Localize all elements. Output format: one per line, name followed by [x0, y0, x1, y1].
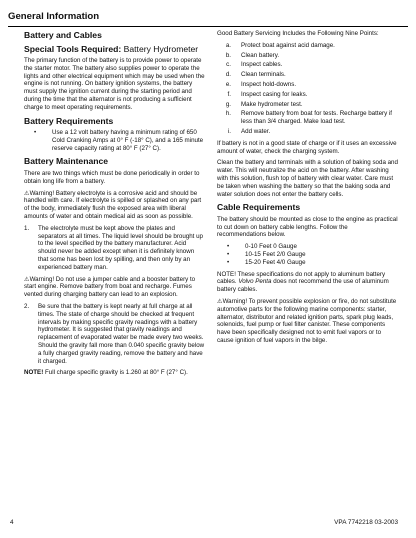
point-letter: c.	[226, 61, 231, 69]
list-item	[217, 52, 398, 60]
list-item	[217, 42, 398, 50]
warning-jumper	[24, 276, 205, 299]
point-letter: e.	[225, 80, 231, 88]
maintenance-paragraph: There are two things which must be done periodically in order to obtain long life from a battery.	[24, 169, 200, 185]
point-text: Inspect cables.	[241, 61, 283, 69]
point-letter: i.	[227, 127, 231, 135]
brand-name: Volvo Penta	[238, 278, 272, 286]
list-item	[217, 110, 398, 126]
warning-text: Warning! Do not use a jumper cable and a booster battery to start engine. Remove battery from boat and recharge. Fumes vented during charging battery can lead to an explosion.	[24, 275, 196, 299]
point-letter: d.	[225, 71, 231, 79]
note-specific-gravity	[24, 369, 205, 377]
document-id: VPA 7742218 03-2003	[334, 519, 398, 526]
servicing-paragraph: Good Battery Servicing Includes the Following Nine Points:	[217, 30, 379, 37]
point-text: Add water.	[241, 127, 271, 135]
warning-text: Warning! Battery electrolyte is a corrosive acid and should be handled with care. If electrolyte is spilled or splashed on any part of the body, immediately flush the exposed area with liberal amounts of water and obtain medical aid as soon as possible.	[24, 189, 202, 220]
heading-battery-requirements: Battery Requirements	[24, 115, 114, 126]
note-aluminum	[217, 271, 398, 294]
section-title: General Information	[8, 11, 100, 22]
step-text: The electrolyte must be kept above the plates and separators at all times. The liquid level should be brought up to the level specified by the battery manufacturer. Acid should never be added except when it is definitely known that some has been lost by spilling, and then only by an experienced battery man.	[38, 224, 203, 271]
warning-text: Warning! To prevent possible explosion or fire, do not substitute automotive parts for the following marine components: starter, alternator, distributor and related ignition parts, spark plug leads, solenoids, fuel pump or fuel filter canister. These components have been specifically designed not to emit fuel vapors or to cause ignition of fuel vapors in the bilge.	[217, 298, 397, 344]
warning-icon: ⚠	[24, 275, 30, 283]
note-label: NOTE!	[24, 369, 44, 377]
note-text: Full charge specific gravity is 1.260 at 80° F (27° C).	[43, 369, 188, 377]
list-item	[217, 101, 398, 109]
maintenance-steps-2	[24, 303, 205, 365]
list-item: • 15-20 Feet 4/0 Gauge	[227, 258, 306, 266]
maintenance-steps	[24, 225, 205, 272]
point-text: Make hydrometer test.	[241, 100, 303, 108]
list-item	[24, 225, 205, 272]
left-column	[24, 30, 205, 381]
page-header	[8, 6, 408, 27]
cable-paragraph: The battery should be mounted as close to the engine as practical to cut down on battery cable lengths. Follow the recommendations below.	[217, 215, 398, 239]
requirements-list	[24, 129, 205, 152]
heading-battery-cables: Battery and Cables	[24, 30, 102, 40]
charging-paragraph: If battery is not in a good state of charge or if it uses an excessive amount of water, check the charging system.	[217, 139, 397, 155]
warning-icon: ⚠	[217, 298, 223, 306]
point-text: Clean terminals.	[241, 71, 286, 79]
intro-paragraph: The primary function of the battery is to provide power to operate the starter motor. The battery also supplies power to operate the lights and other electrical equipment which may be used when the engine is not running. On battery ignition systems, the battery must supply the ignition current during the starting period and during the time that the alternator is not producing a sufficient charge to meet operating requirements.	[24, 57, 205, 111]
cable-gauge-list	[217, 243, 398, 266]
heading-cable-requirements: Cable Requirements	[217, 202, 301, 213]
tools-value: Battery Hydrometer	[121, 43, 199, 54]
list-item	[24, 303, 205, 365]
point-text: Inspect casing for leaks.	[241, 90, 308, 98]
page-number: 4	[10, 519, 14, 526]
requirement-text: Use a 12 volt battery having a minimum rating of 650 Cold Cranking Amps at 0° F (-18° C), and a 165 minute reserve capacity rating at 80° F (27° C).	[52, 129, 204, 152]
point-letter: f.	[227, 90, 231, 98]
cleaning-paragraph: Clean the battery and terminals with a solution of baking soda and water. This will neutralize the acid on the battery. After washing with this solution, flush top of battery with clear water. Care must be taken when washing the battery so that the baking soda and water solution does not enter the battery cells.	[217, 159, 398, 198]
point-letter: b.	[225, 51, 231, 59]
list-item	[217, 71, 398, 79]
cable-spec: 15-20 Feet 4/0 Gauge	[245, 258, 306, 266]
note-text: NOTE! These specifications do not apply to aluminum battery cables.	[217, 270, 386, 286]
list-item	[217, 128, 398, 136]
warning-electrolyte	[24, 190, 205, 221]
point-letter: g.	[225, 100, 231, 108]
right-column	[217, 30, 398, 349]
list-item	[217, 91, 398, 99]
point-text: Protect boat against acid damage.	[241, 41, 335, 49]
tools-label: Special Tools Required:	[24, 43, 122, 54]
cable-spec: 10-15 Feet 2/0 Gauge	[245, 251, 306, 259]
point-letter: h.	[225, 110, 231, 118]
list-item	[217, 61, 398, 69]
step-number: 1.	[24, 224, 30, 232]
step-number: 2.	[24, 302, 30, 310]
heading-battery-maintenance: Battery Maintenance	[24, 156, 109, 167]
list-item: • 0-10 Feet 0 Gauge	[227, 243, 297, 251]
step-text: Be sure that the battery is kept nearly at full charge at all times. The state of charge should be checked at frequent intervals by making specific gravity readings with a battery hydrometer. It is suggested that gravity readings and replacement of evaporated water be made every two weeks. Should the gravity fall more than 0.040 specific gravity below a fully charged gravity reading, remove the battery and have it charged.	[38, 302, 205, 365]
warning-marine-parts	[217, 298, 398, 345]
cable-spec: 0-10 Feet 0 Gauge	[245, 243, 297, 251]
list-item	[217, 81, 398, 89]
point-text: Clean battery.	[241, 51, 280, 59]
point-letter: a.	[225, 41, 231, 49]
point-text: Inspect hold-downs.	[241, 80, 297, 88]
point-text: Remove battery from boat for tests. Recharge battery if less than 3/4 charged. Make load test.	[241, 110, 392, 126]
heading-special-tools	[24, 44, 205, 55]
warning-icon: ⚠	[24, 189, 30, 197]
servicing-points-list	[217, 42, 398, 136]
note-text-2: does not recommend the use of aluminum battery cables.	[217, 278, 389, 294]
list-item: • 10-15 Feet 2/0 Gauge	[227, 251, 306, 259]
list-item: • Use a 12 volt battery having a minimum rating of 650 Cold Cranking Amps at 0° F (-18° C), and a 165 minute reserve capacity rating at 80° F (27° C).	[34, 129, 204, 152]
